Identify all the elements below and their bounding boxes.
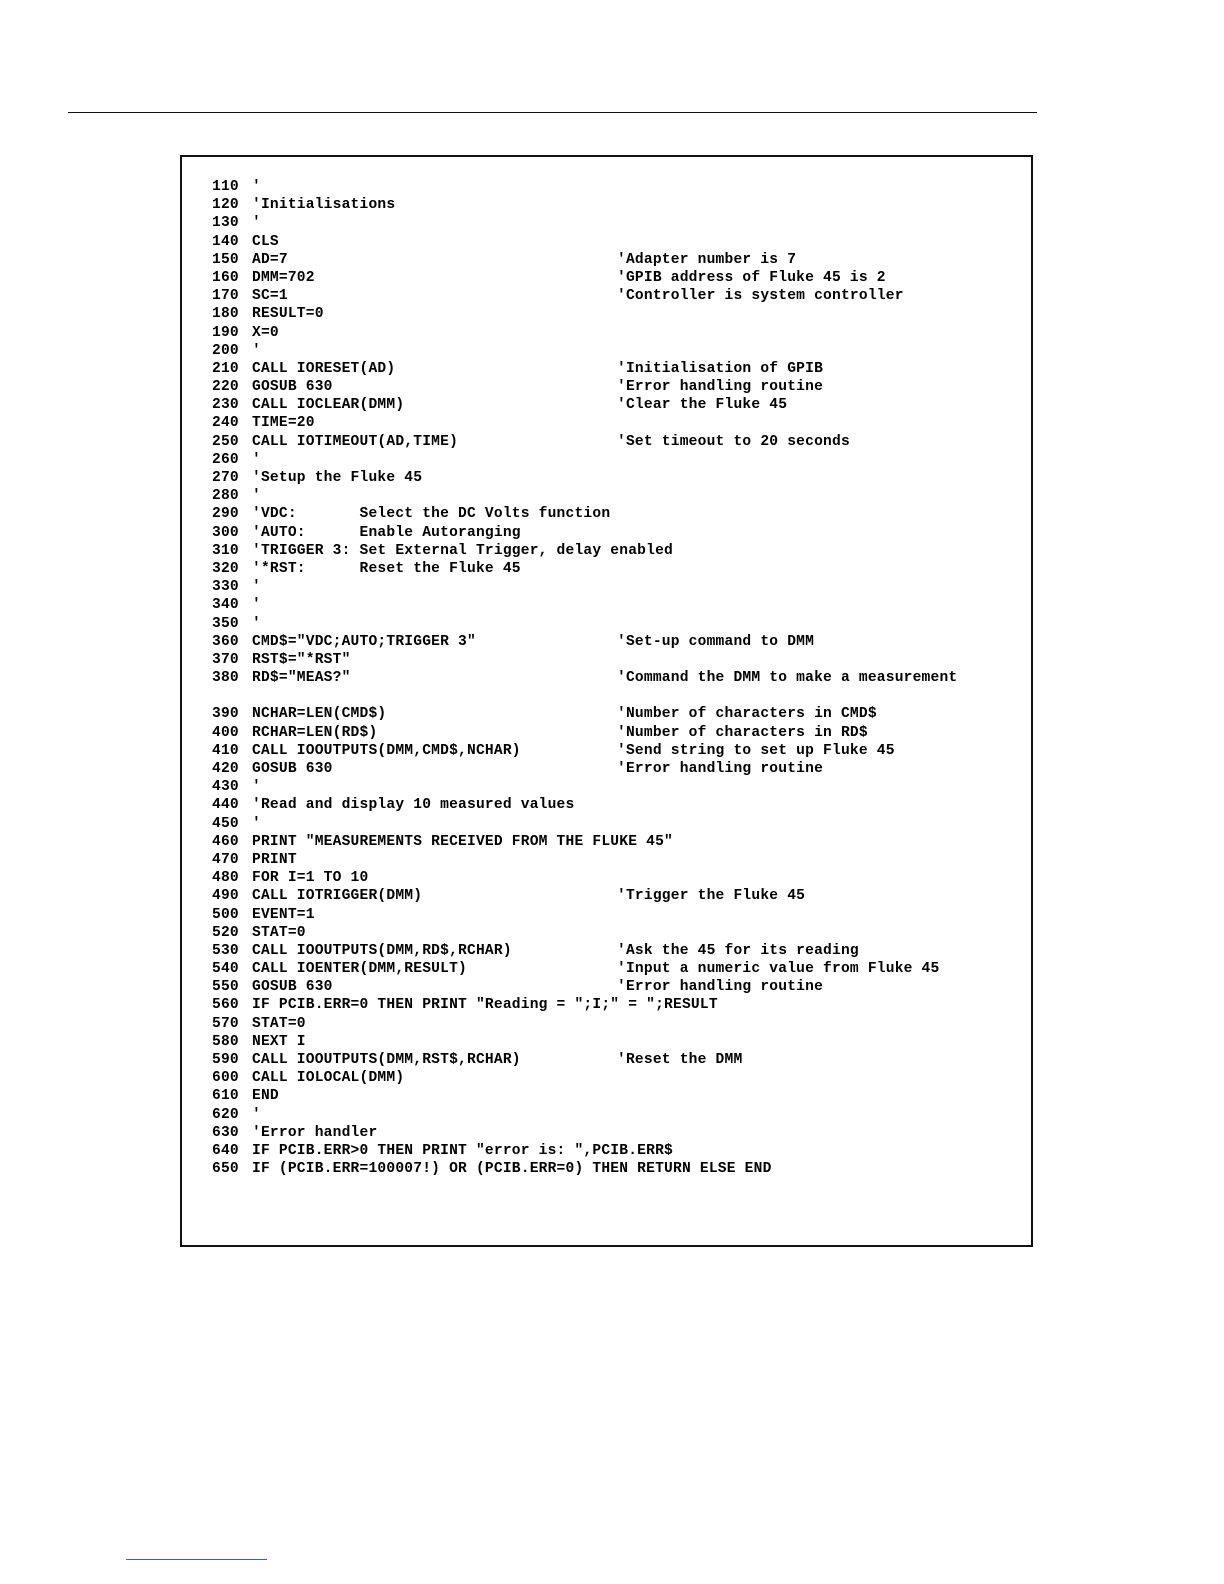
line-number: 270 (212, 470, 239, 486)
code-statement: STAT=0 (252, 924, 306, 941)
code-comment: 'Number of characters in CMD$ (617, 706, 877, 723)
line-number: 520 (212, 924, 239, 941)
line-number: 550 (212, 979, 239, 996)
code-line (212, 815, 261, 833)
code-statement: 'VDC: Select the DC Volts function (252, 506, 611, 523)
code-line (212, 778, 261, 796)
code-line (212, 433, 850, 451)
line-number: 450 (212, 815, 239, 832)
line-number: 320 (212, 560, 239, 577)
code-line (212, 742, 895, 760)
code-statement: CALL IOLOCAL(DMM) (252, 1070, 405, 1087)
code-statement: ' (252, 179, 261, 195)
code-statement: CALL IOTRIGGER(DMM) (252, 888, 423, 905)
code-comment: 'Initialisation of GPIB (617, 360, 824, 377)
code-statement: FOR I=1 TO 10 (252, 870, 369, 887)
code-line (212, 287, 904, 305)
code-line (212, 669, 958, 687)
code-line (212, 1015, 306, 1033)
code-line (212, 214, 261, 232)
line-number: 300 (212, 524, 239, 541)
line-number: 150 (212, 251, 239, 268)
code-line (212, 414, 315, 432)
line-number: 440 (212, 797, 239, 814)
code-line (212, 1142, 674, 1160)
code-statement: ' (252, 615, 261, 632)
code-line (212, 451, 261, 469)
code-comment: 'Reset the DMM (617, 1052, 743, 1068)
line-number: 290 (212, 506, 239, 523)
code-comment: 'Send string to set up Fluke 45 (617, 742, 895, 759)
code-statement: STAT=0 (252, 1015, 306, 1032)
code-line (212, 906, 315, 924)
line-number: 350 (212, 615, 239, 632)
code-line (212, 796, 575, 814)
code-line (212, 1160, 772, 1178)
code-comment: 'Error handling routine (617, 379, 824, 396)
code-line (212, 651, 351, 669)
line-number: 530 (212, 942, 239, 959)
line-number: 430 (212, 779, 239, 796)
line-number: 420 (212, 761, 239, 777)
code-statement: RD$="MEAS?" (252, 670, 351, 687)
code-line (212, 851, 297, 869)
line-number: 390 (212, 706, 239, 723)
code-statement: PRINT "MEASUREMENTS RECEIVED FROM THE FLUKE 45" (252, 833, 674, 850)
code-line (212, 233, 279, 251)
code-line (212, 560, 521, 578)
code-statement: ' (252, 1106, 261, 1123)
code-statement: CMD$="VDC;AUTO;TRIGGER 3" (252, 633, 476, 650)
line-number: 630 (212, 1124, 239, 1141)
line-number: 230 (212, 397, 239, 414)
line-number: 330 (212, 579, 239, 596)
code-line (212, 305, 324, 323)
code-statement: ' (252, 342, 261, 359)
code-statement: EVENT=1 (252, 906, 315, 923)
code-statement: IF (PCIB.ERR=100007!) OR (PCIB.ERR=0) THEN RETURN ELSE END (252, 1161, 772, 1178)
code-line (212, 724, 868, 742)
line-number: 140 (212, 233, 239, 250)
code-statement: ' (252, 815, 261, 832)
code-line (212, 833, 674, 851)
line-number: 170 (212, 288, 239, 305)
code-line (212, 251, 797, 269)
line-number: 360 (212, 633, 239, 650)
code-line (212, 869, 369, 887)
program-listing (212, 178, 958, 1178)
code-line (212, 924, 306, 942)
line-number: 560 (212, 997, 239, 1014)
code-line (212, 1124, 378, 1142)
line-number: 580 (212, 1033, 239, 1050)
line-number: 280 (212, 488, 239, 505)
code-line (212, 596, 261, 614)
code-line (212, 633, 815, 651)
code-line (212, 524, 521, 542)
code-line (212, 342, 261, 360)
code-comment: 'Command the DMM to make a measurement (617, 670, 958, 687)
line-number: 500 (212, 906, 239, 923)
code-statement: IF PCIB.ERR>0 THEN PRINT "error is: ",PCIB.ERR$ (252, 1142, 674, 1159)
code-comment: 'Number of characters in RD$ (617, 724, 868, 741)
code-statement: 'AUTO: Enable Autoranging (252, 524, 521, 541)
code-line (212, 1033, 306, 1051)
code-line (212, 360, 824, 378)
code-statement: CALL IOOUTPUTS(DMM,RST$,RCHAR) (252, 1052, 521, 1068)
code-line (212, 542, 674, 560)
code-statement: 'Initialisations (252, 197, 396, 214)
code-statement: '*RST: Reset the Fluke 45 (252, 560, 521, 577)
code-comment: 'Trigger the Fluke 45 (617, 888, 806, 905)
code-statement: GOSUB 630 (252, 379, 333, 396)
code-line (212, 887, 806, 905)
line-number: 220 (212, 379, 239, 396)
code-comment: 'Input a numeric value from Fluke 45 (617, 961, 940, 978)
line-number: 370 (212, 651, 239, 668)
code-line (212, 324, 279, 342)
line-number: 110 (212, 179, 239, 195)
code-statement: CALL IORESET(AD) (252, 360, 396, 377)
code-statement: SC=1 (252, 288, 288, 305)
code-statement: RESULT=0 (252, 306, 324, 323)
line-number: 130 (212, 215, 239, 232)
line-number: 460 (212, 833, 239, 850)
code-comment: 'Error handling routine (617, 761, 824, 777)
code-statement: DMM=702 (252, 269, 315, 286)
line-number: 160 (212, 269, 239, 286)
header-rule (68, 112, 1037, 113)
code-statement: 'Error handler (252, 1124, 378, 1141)
code-line (212, 196, 396, 214)
code-statement: CALL IOOUTPUTS(DMM,RD$,RCHAR) (252, 942, 512, 959)
code-line (212, 396, 788, 414)
code-line (212, 960, 940, 978)
code-statement: ' (252, 779, 261, 796)
code-statement: CALL IOOUTPUTS(DMM,CMD$,NCHAR) (252, 742, 521, 759)
line-number: 260 (212, 451, 239, 468)
code-statement: ' (252, 579, 261, 596)
code-comment: 'Set timeout to 20 seconds (617, 433, 850, 450)
line-number: 240 (212, 415, 239, 432)
code-comment: 'GPIB address of Fluke 45 is 2 (617, 269, 886, 286)
line-number: 380 (212, 670, 239, 687)
code-statement: CLS (252, 233, 279, 250)
code-statement: ' (252, 215, 261, 232)
code-line (212, 978, 824, 996)
line-number: 410 (212, 742, 239, 759)
code-line (212, 1069, 405, 1087)
code-statement: CALL IOENTER(DMM,RESULT) (252, 961, 467, 978)
code-statement: X=0 (252, 324, 279, 341)
line-number: 600 (212, 1070, 239, 1087)
code-statement: RCHAR=LEN(RD$) (252, 724, 378, 741)
line-number: 620 (212, 1106, 239, 1123)
code-line (212, 469, 423, 487)
line-number: 210 (212, 360, 239, 377)
code-statement: CALL IOCLEAR(DMM) (252, 397, 405, 414)
code-line (212, 269, 886, 287)
line-number: 570 (212, 1015, 239, 1032)
code-line (212, 996, 718, 1014)
code-line (212, 942, 859, 960)
code-statement: RST$="*RST" (252, 651, 351, 668)
line-number: 120 (212, 197, 239, 214)
code-comment: 'Adapter number is 7 (617, 251, 797, 268)
code-statement: GOSUB 630 (252, 979, 333, 996)
code-line (212, 705, 877, 723)
code-line (212, 178, 261, 196)
line-number: 250 (212, 433, 239, 450)
program-listing-box (180, 155, 1033, 1247)
line-number: 470 (212, 851, 239, 868)
code-statement: 'Read and display 10 measured values (252, 797, 575, 814)
line-number: 400 (212, 724, 239, 741)
line-number: 490 (212, 888, 239, 905)
code-statement: CALL IOTIMEOUT(AD,TIME) (252, 433, 459, 450)
code-line (212, 487, 261, 505)
code-line (212, 1106, 261, 1124)
line-number: 180 (212, 306, 239, 323)
code-comment: 'Clear the Fluke 45 (617, 397, 788, 414)
code-statement: ' (252, 488, 261, 505)
code-statement: ' (252, 451, 261, 468)
code-line (212, 378, 824, 396)
code-statement: END (252, 1088, 279, 1105)
line-number: 610 (212, 1088, 239, 1105)
code-statement: 'Setup the Fluke 45 (252, 470, 423, 486)
code-line (212, 578, 261, 596)
code-statement: 'TRIGGER 3: Set External Trigger, delay enabled (252, 542, 674, 559)
line-number: 200 (212, 342, 239, 359)
line-number: 480 (212, 870, 239, 887)
line-number: 650 (212, 1161, 239, 1178)
code-comment: 'Error handling routine (617, 979, 824, 996)
code-statement: NEXT I (252, 1033, 306, 1050)
code-line (212, 615, 261, 633)
code-line (212, 1087, 279, 1105)
code-comment: 'Set-up command to DMM (617, 633, 815, 650)
code-statement: GOSUB 630 (252, 761, 333, 777)
code-statement: TIME=20 (252, 415, 315, 432)
code-comment: 'Controller is system controller (617, 288, 904, 305)
line-number: 640 (212, 1142, 239, 1159)
line-number: 340 (212, 597, 239, 614)
code-comment: 'Ask the 45 for its reading (617, 942, 859, 959)
footer-link-underline (126, 1559, 267, 1560)
code-line (212, 1051, 743, 1069)
code-line (212, 760, 824, 778)
line-number: 540 (212, 961, 239, 978)
line-number: 590 (212, 1052, 239, 1068)
line-number: 190 (212, 324, 239, 341)
code-statement: ' (252, 597, 261, 614)
code-statement: PRINT (252, 851, 297, 868)
code-statement: NCHAR=LEN(CMD$) (252, 706, 387, 723)
code-line (212, 505, 611, 523)
code-statement: AD=7 (252, 251, 288, 268)
code-statement: IF PCIB.ERR=0 THEN PRINT "Reading = ";I;" = ";RESULT (252, 997, 718, 1014)
line-number: 310 (212, 542, 239, 559)
